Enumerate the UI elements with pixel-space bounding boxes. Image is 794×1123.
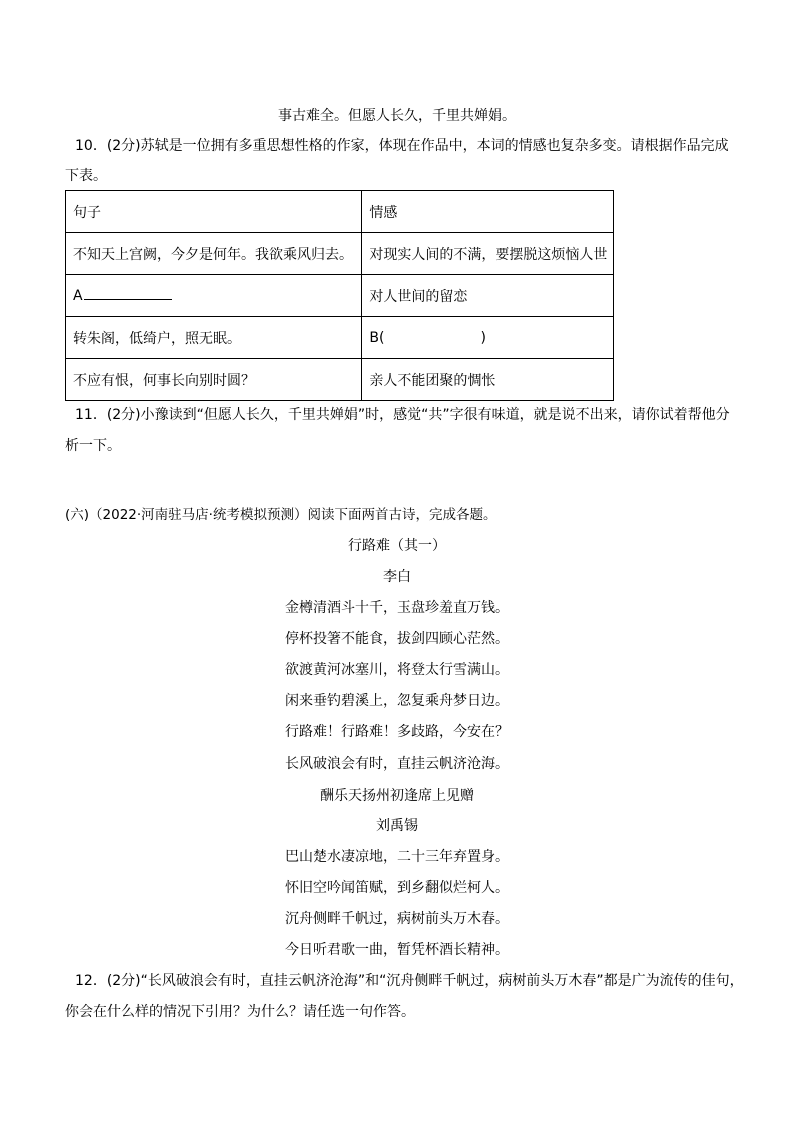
- question-12-line-2: 你会在什么样的情况下引用？为什么？请任选一句作答。: [65, 1004, 415, 1020]
- question-11-line-2: 析一下。: [65, 438, 121, 454]
- section-6-intro: (六)（2022·河南驻马店·统考模拟预测）阅读下面两首古诗，完成各题。: [65, 507, 497, 523]
- poem-2-line: 巴山楚水凄凉地，二十三年弃置身。: [285, 849, 509, 865]
- poem-2-author: 刘禹锡: [376, 818, 418, 834]
- poem-2-line: 今日听君歌一曲，暂凭杯酒长精神。: [285, 942, 509, 958]
- table-cell-sentence: 不知天上宫阙，今夕是何年。我欲乘风归去。: [66, 233, 362, 275]
- question-12-line-1: 12．(2分)“长风破浪会有时，直挂云帆济沧海”和“沉舟侧畔千帆过，病树前头万木春”都是广为流传的佳句，: [75, 973, 744, 989]
- poem-1-line: 闲来垂钓碧溪上，忽复乘舟梦日边。: [285, 693, 509, 709]
- poem-1-line: 行路难！行路难！多歧路，今安在？: [285, 724, 509, 740]
- poem-closing-line: 事古难全。但愿人长久，千里共婵娟。: [278, 108, 516, 124]
- table-cell-emotion: [362, 317, 614, 359]
- table-cell-sentence: [66, 275, 362, 317]
- poem-1-line: 长风破浪会有时，直挂云帆济沧海。: [285, 756, 509, 772]
- question-11-line-1: 11．(2分)小豫读到“但愿人长久，千里共婵娟”时，感觉“共”字很有味道，就是说不出来，请你试着帮他分: [75, 407, 730, 423]
- table-cell-sentence: 不应有恨，何事长向别时圆？: [66, 359, 362, 401]
- table-row: [66, 275, 614, 317]
- answer-blank-a[interactable]: [84, 287, 172, 300]
- poem-1-line: 停杯投箸不能食，拔剑四顾心茫然。: [285, 631, 509, 647]
- poem-1-line: 欲渡黄河冰塞川，将登太行雪满山。: [285, 662, 509, 678]
- answer-label-a: A: [73, 288, 83, 304]
- table-cell-emotion: 对人世间的留恋: [362, 275, 614, 317]
- answer-close-paren: ): [480, 329, 486, 346]
- poem-2-title: 酬乐天扬州初逢席上见赠: [320, 788, 474, 804]
- emotion-table: [65, 190, 614, 401]
- table-header-row: [66, 191, 614, 233]
- table-row: [66, 359, 614, 401]
- table-row: [66, 317, 614, 359]
- table-cell-emotion: 亲人不能团聚的惆怅: [362, 359, 614, 401]
- question-10-line-1: 10．(2分)苏轼是一位拥有多重思想性格的作家，体现在作品中，本词的情感也复杂多变。请根据作品完成: [75, 138, 729, 154]
- table-cell-emotion: 对现实人间的不满，要摆脱这烦恼人世: [362, 233, 614, 275]
- table-header-sentence: 句子: [66, 191, 362, 233]
- table-header-emotion: 情感: [362, 191, 614, 233]
- poem-2-line: 沉舟侧畔千帆过，病树前头万木春。: [285, 911, 509, 927]
- answer-label-b: B(: [369, 329, 385, 346]
- poem-2-line: 怀旧空吟闻笛赋，到乡翻似烂柯人。: [285, 880, 509, 896]
- table-row: [66, 233, 614, 275]
- poem-1-line: 金樽清酒斗十千，玉盘珍羞直万钱。: [285, 600, 509, 616]
- poem-1-title: 行路难（其一）: [348, 538, 446, 554]
- poem-1-author: 李白: [383, 569, 411, 585]
- question-10-line-2: 下表。: [65, 168, 107, 184]
- table-cell-sentence: 转朱阁，低绮户，照无眠。: [66, 317, 362, 359]
